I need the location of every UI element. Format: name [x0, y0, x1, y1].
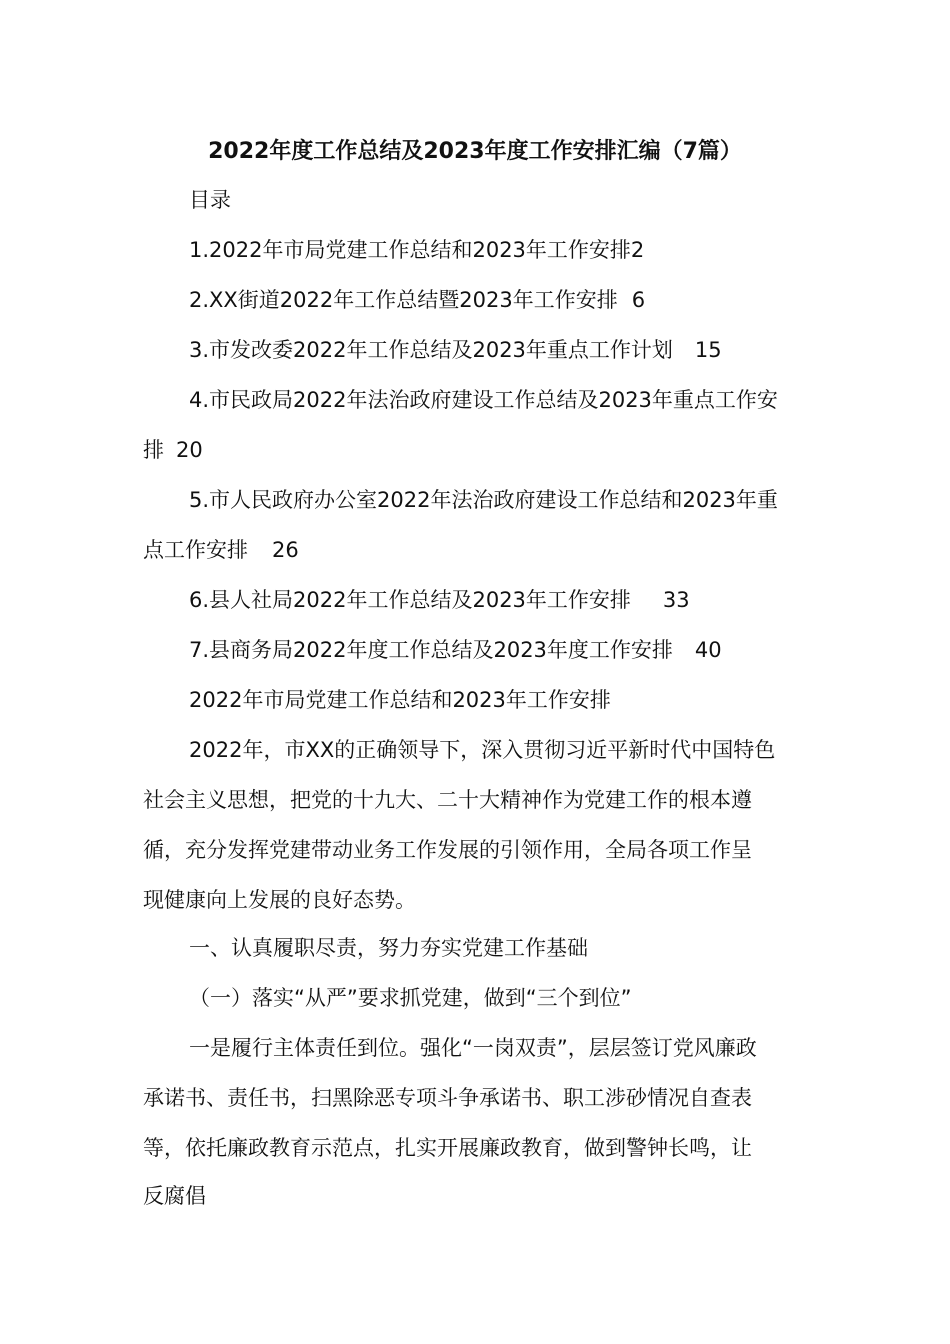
toc-entry-page: 20 [176, 438, 203, 462]
toc-entry-3[interactable] [189, 330, 722, 370]
para1-line-1: 一是履行主体责任到位。强化“一岗双责”，层层签订党风廉政 [189, 1036, 757, 1060]
toc-entry-6[interactable] [189, 580, 690, 620]
toc-entry-page: 33 [662, 588, 690, 612]
intro-line-3: 循，充分发挥党建带动业务工作发展的引领作用，全局各项工作呈 [143, 838, 752, 862]
toc-entry-label: 1.2022年市局党建工作总结和2023年工作安排 [189, 238, 631, 262]
toc-entry-page: 2 [630, 238, 645, 262]
heading-level-1: 一、认真履职尽责，努力夯实党建工作基础 [189, 936, 588, 960]
intro-line-4: 现健康向上发展的良好态势。 [143, 888, 416, 912]
intro-line-1: 2022年，市XX的正确领导下，深入贯彻习近平新时代中国特色 [189, 738, 776, 762]
para1-line-4: 反腐倡 [143, 1184, 206, 1208]
intro-line-2: 社会主义思想，把党的十九大、二十大精神作为党建工作的根本遵 [143, 788, 752, 812]
toc-entry-4-line1[interactable]: 4.市民政局2022年法治政府建设工作总结及2023年重点工作安 [189, 388, 778, 412]
toc-entry-label: 2.XX街道2022年工作总结暨2023年工作安排 [189, 288, 618, 312]
toc-entry-5-line1[interactable]: 5.市人民政府办公室2022年法治政府建设工作总结和2023年重 [189, 488, 778, 512]
toc-entry-label: 排 [143, 438, 164, 462]
toc-entry-page: 40 [694, 638, 722, 662]
toc-entry-4-line2[interactable] [143, 430, 203, 470]
toc-entry-label: 3.市发改委2022年工作总结及2023年重点工作计划 [189, 338, 673, 362]
document-title: 2022年度工作总结及2023年度工作安排汇编（7篇） [208, 139, 742, 164]
toc-entry-1[interactable] [189, 230, 644, 270]
toc-entry-2[interactable] [189, 280, 645, 320]
para1-line-3: 等，依托廉政教育示范点，扎实开展廉政教育，做到警钟长鸣，让 [143, 1136, 752, 1160]
toc-entry-5-line2[interactable] [143, 530, 299, 570]
toc-entry-label: 点工作安排 [143, 538, 248, 562]
para1-line-2: 承诺书、责任书，扫黑除恶专项斗争承诺书、职工涉砂情况自查表 [143, 1086, 752, 1110]
toc-entry-label: 7.县商务局2022年度工作总结及2023年度工作安排 [189, 638, 673, 662]
toc-entry-label: 6.县人社局2022年工作总结及2023年工作安排 [189, 588, 631, 612]
toc-heading: 目录 [189, 188, 231, 212]
toc-entry-page: 26 [272, 538, 299, 562]
toc-entry-page: 15 [694, 338, 722, 362]
heading-level-2: （一）落实“从严”要求抓党建，做到“三个到位” [189, 986, 632, 1010]
section-title: 2022年市局党建工作总结和2023年工作安排 [189, 688, 611, 712]
toc-entry-7[interactable] [189, 630, 722, 670]
toc-entry-page: 6 [631, 288, 646, 312]
